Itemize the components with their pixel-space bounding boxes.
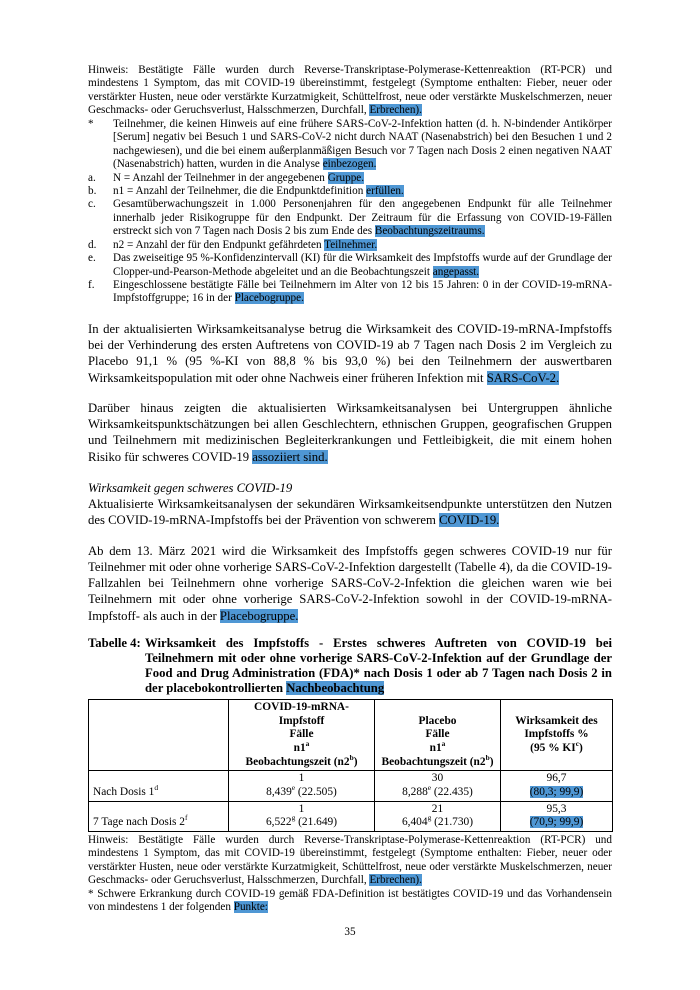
highlight-word: Punkte:	[233, 901, 268, 914]
superscript-f: f	[185, 813, 188, 823]
superscript-c: c	[575, 739, 580, 749]
highlight-word: einbezogen.	[322, 158, 377, 171]
cell-efficacy-dose1: 96,7 (80,3; 99,9)	[501, 771, 613, 801]
highlight-word: Teilnehmer.	[324, 238, 378, 251]
footnote-hinweis-bottom: Hinweis: Bestätigte Fälle wurden durch Reverse-Transkriptase-Polymerase-Kettenreaktion (RT-PCR) und mindestens 1 Symptom, das mit COVID-19 übereinstimmt, festgelegt (Symptome enthalten: Fieber, neuer oder verstärkter Husten, neue oder verstärkte Kurzatmigkeit, Schüttelfrost, neue oder verstärkte Muskelschmerzen, neuer Geschmacks- oder Geruchsverlust, Halsschmerzen, Durchfall, Erbrechen).	[88, 834, 612, 887]
highlight-word: Erbrechen).	[369, 874, 422, 887]
superscript-b: b	[349, 752, 354, 762]
row-label-dose1: Nach Dosis 1$^d$	[89, 771, 229, 801]
table4-header-vaccine: COVID-19-mRNA- Impfstoff Fälle n1$^a$ Beobachtungszeit (n2$^b$)	[229, 699, 375, 770]
footnotes-top-block	[88, 64, 612, 306]
highlight-word: Erbrechen).	[369, 104, 422, 117]
paragraph-march-2021: Ab dem 13. März 2021 wird die Wirksamkeit des Impfstoffs gegen schweres COVID-19 nur für Teilnehmer mit oder ohne vorherige SARS-CoV-2-Infektion dargestellt (Tabelle 4), da die COVID-19-Fallzahlen bei Teilnehmern ohne vorherige SARS-CoV-2-Infektion die gleichen waren wie bei Teilnehmern mit oder ohne vorherige SARS-CoV-2-Infektion sowohl in der COVID-19-mRNA-Impfstoff- als auch in der Placebogruppe.	[88, 543, 612, 623]
superscript-a: a	[305, 739, 310, 749]
table4-row-dose2	[89, 801, 613, 831]
table4-row-dose1	[89, 771, 613, 801]
cell-vaccine-dose1: 1 8,439e (22.505)	[229, 771, 375, 801]
footnotes-bottom-block	[88, 834, 612, 915]
heading-severe-covid: Wirksamkeit gegen schweres COVID-19	[88, 480, 293, 495]
table4-caption-label: Tabelle 4:	[88, 635, 141, 650]
highlight-word: Nachbeobachtung	[286, 680, 385, 695]
footnote-marker: f.	[88, 279, 95, 291]
highlight-word: Gruppe.	[327, 171, 365, 184]
footnote-item-d	[88, 239, 612, 252]
cell-placebo-dose2: 21 6,404$^g$ (21.730)	[375, 801, 501, 831]
footnote-severe-definition: * Schwere Erkrankung durch COVID-19 gemäß FDA-Definition ist bestätigtes COVID-19 und das Vorhandensein von mindestens 1 der folgenden Punkte:	[88, 887, 612, 914]
footnote-text: Teilnehmer, die keinen Hinweis auf eine frühere SARS-CoV-2-Infektion hatten (d. h. N-bindender Antikörper [Serum] negativ bei Besuch 1 und SARS-CoV-2 nicht durch NAAT (Nasenabstrich) bei den Besuchen 1 und 2 nachgewiesen), und die bei einem außerplanmäßigen Besuch vor 7 Tagen nach Dosis 2 einen negativen NAAT (Nasenabstrich) hatten, wurden in die Analyse einbezogen.	[113, 117, 612, 171]
highlight-word: Beobachtungszeitraums.	[374, 225, 485, 238]
cell-efficacy-dose2: 95,3 (70,9; 99,9)	[501, 801, 613, 831]
highlight-ci: (80,3; 99,9)	[529, 785, 584, 798]
table4-caption	[88, 636, 612, 696]
footnote-item-e	[88, 252, 612, 279]
footnote-text: Das zweiseitige 95 %-Konfidenzintervall (KI) für die Wirksamkeit des Impfstoffs wurde auf der Grundlage der Clopper-und-Pearson-Methode abgeleitet und an die Beobachtungszeit angepasst.	[113, 252, 612, 278]
highlight-word: assoziiert sind.	[252, 449, 328, 464]
footnote-hinweis-top	[88, 64, 612, 118]
highlight-word: Placebogruppe.	[219, 608, 299, 623]
table4-header-row	[89, 699, 613, 770]
paragraph-subgroups: Darüber hinaus zeigten die aktualisierten Wirksamkeitsanalysen bei Untergruppen ähnliche Wirksamkeitspunktschätzungen bei allen Geschlechtern, ethnischen Gruppen, geografischen Gruppen und Teilnehmern mit medizinischen Begleiterkrankungen und Fettleibigkeit, die mit einem hohen Risiko für schweres COVID-19 assoziiert sind.	[88, 400, 612, 464]
highlight-word: SARS-CoV-2.	[486, 370, 560, 385]
footnote-marker: b.	[88, 184, 97, 197]
table4-header-empty-cell	[89, 699, 229, 770]
table4-header-efficacy: Wirksamkeit des Impfstoffs % (95 % $KI^c$)	[501, 699, 613, 770]
footnote-item-asterisk	[88, 118, 612, 172]
footnote-item-c	[88, 198, 612, 238]
footnote-text: N = Anzahl der Teilnehmer in der angegebenen Gruppe.	[113, 171, 365, 184]
highlight-word: erfüllen.	[366, 184, 404, 197]
footnote-item-a	[88, 172, 612, 185]
highlight-word: angepasst.	[432, 265, 480, 278]
superscript-d: d	[154, 783, 159, 793]
footnote-hinweis-top-text: Hinweis: Bestätigte Fälle wurden durch Reverse-Transkriptase-Polymerase-Kettenreaktion (RT-PCR) und mindestens 1 Symptom, das mit COVID-19 übereinstimmt, festgelegt (Symptome enthalten: Fieber, neuer oder verstärkter Husten, neue oder verstärkte Kurzatmigkeit, Schüttelfrost, neue oder verstärkte Muskelschmerzen, neuer Geschmacks- oder Geruchsverlust, Halsschmerzen, Durchfall,	[88, 64, 612, 117]
highlight-ci: (70,9; 99,9)	[529, 816, 584, 829]
footnote-marker: a.	[88, 171, 96, 184]
superscript-a: a	[441, 739, 446, 749]
page-number: 35	[344, 926, 356, 938]
footnote-text: n2 = Anzahl der für den Endpunkt gefährdeten Teilnehmer.	[113, 238, 378, 251]
footnote-marker: e.	[88, 252, 96, 265]
superscript-g: g	[427, 813, 432, 823]
paragraph-updated-efficacy: In der aktualisierten Wirksamkeitsanalyse betrug die Wirksamkeit des COVID-19-mRNA-Impfstoffs bei der Verhinderung des ersten Auftretens von COVID-19 ab 7 Tagen nach Dosis 2 im Vergleich zu Placebo 91,1 % (95 %-KI von 88,8 % bis 93,0 %) bei den Teilnehmern der auswertbaren Wirksamkeitspopulation mit oder ohne Nachweis einer früheren Infektion mit SARS-CoV-2.	[88, 321, 612, 385]
footnote-marker: *	[88, 117, 94, 130]
superscript-b: b	[485, 752, 490, 762]
cell-placebo-dose1: 30 8,288e (22.435)	[375, 771, 501, 801]
footnote-text: Eingeschlossene bestätigte Fälle bei Teilnehmern im Alter von 12 bis 15 Jahren: 0 in der COVID-19-mRNA-Impfstoffgruppe; 16 in der Placebogruppe.	[113, 279, 612, 305]
table4-header-placebo: Placebo Fälle n1$^a$ Beobachtungszeit (n2$^b$)	[375, 699, 501, 770]
footnote-item-b	[88, 185, 612, 198]
footnote-text: Gesamtüberwachungszeit in 1.000 Personenjahren für den angegebenen Endpunkt für alle Teilnehmer innerhalb jeder Risikogruppe für den Endpunkt. Der Zeitraum für die Erfassung von COVID-19-Fällen erstreckt sich von 7 Tagen nach Dosis 2 bis zum Ende des Beobachtungszeitraums.	[113, 198, 612, 238]
footnote-item-f	[88, 279, 612, 306]
superscript-e: e	[291, 783, 296, 793]
footnote-text: n1 = Anzahl der Teilnehmer, die die Endpunktdefinition erfüllen.	[113, 184, 404, 197]
superscript-g: g	[291, 813, 296, 823]
footnote-marker: d.	[88, 238, 97, 251]
paragraph-secondary-endpoints: Aktualisierte Wirksamkeitsanalysen der sekundären Wirksamkeitsendpunkte unterstützen den Nutzen des COVID-19-mRNA-Impfstoffs bei der Prävention von schwerem COVID-19.	[88, 497, 612, 528]
table4-caption-text: Wirksamkeit des Impfstoffs - Erstes schweres Auftreten von COVID-19 bei Teilnehmern mit oder ohne vorherige SARS-CoV-2-Infektion auf der Grundlage der Food and Drug Administration (FDA)* nach Dosis 1 oder ab 7 Tagen nach Dosis 2 in der placebokontrollierten Nachbeobachtung	[145, 635, 612, 695]
table4	[88, 699, 613, 832]
highlight-word: Placebogruppe.	[234, 292, 304, 305]
footnote-marker: c.	[88, 198, 96, 211]
highlight-word: COVID-19.	[439, 513, 500, 528]
row-label-dose2: 7 Tage nach Dosis 2$^f$	[89, 801, 229, 831]
cell-vaccine-dose2: 1 6,522$^g$ (21.649)	[229, 801, 375, 831]
superscript-e: e	[427, 783, 432, 793]
